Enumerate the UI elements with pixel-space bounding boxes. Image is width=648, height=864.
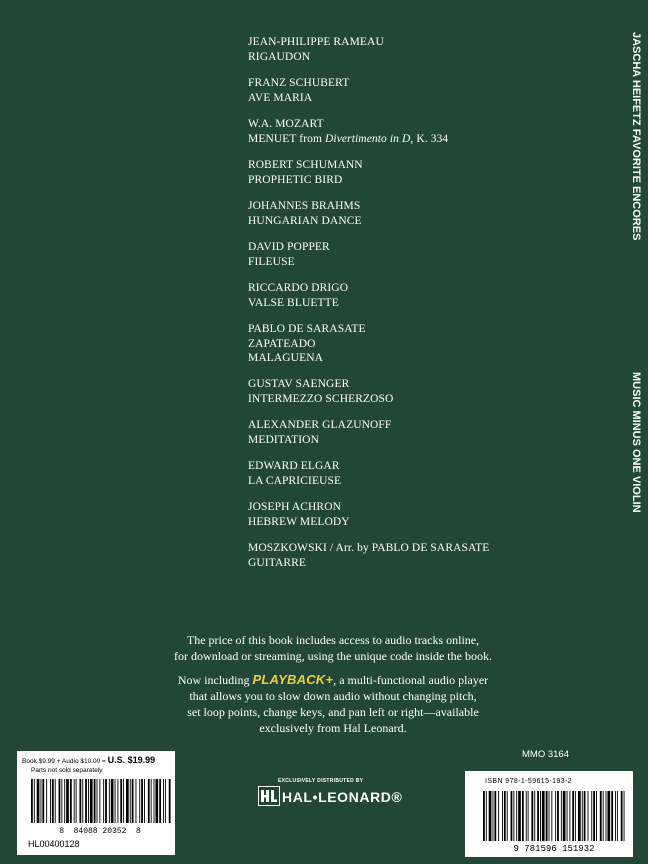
barcode-bar	[584, 791, 586, 841]
blurb-line: exclusively from Hal Leonard.	[259, 721, 407, 735]
piece-title: MALAGUENA	[248, 352, 324, 364]
playback-logo: PLAYBACK+	[252, 672, 334, 687]
piece-title: VALSE BLUETTE	[248, 297, 339, 309]
piece-title: HEBREW MELODY	[248, 516, 350, 528]
audio-access-blurb	[158, 632, 508, 664]
barcode-bar	[557, 791, 559, 841]
blurb-line: set loop points, change keys, and pan left or right—available	[187, 705, 479, 719]
upc-barcode	[29, 779, 171, 835]
barcode-bar	[37, 779, 40, 823]
barcode-bar	[165, 779, 166, 823]
barcode-bar	[139, 779, 140, 823]
contents-entry	[248, 500, 578, 529]
barcode-bar	[596, 791, 597, 841]
contents-entry	[248, 418, 578, 447]
barcode-bar	[540, 791, 541, 841]
barcode-bar	[588, 791, 589, 841]
barcode-bar	[79, 779, 81, 823]
piece-title: GUITARRE	[248, 557, 307, 569]
contents-entry	[248, 117, 578, 146]
contents-entry	[248, 459, 578, 488]
blurb-line: Now including PLAYBACK+, a multi-functional audio player	[177, 672, 489, 687]
piece-title: MEDITATION	[248, 434, 319, 446]
barcode-bar	[617, 791, 618, 841]
barcode-bar	[111, 779, 114, 823]
barcode-bar	[34, 779, 35, 823]
barcode-bar	[148, 779, 150, 823]
composer-name: FRANZ SCHUBERT	[248, 77, 350, 89]
barcode-bar	[563, 791, 566, 841]
barcode-bar	[606, 791, 607, 841]
composer-name: DAVID POPPER	[248, 241, 330, 253]
barcode-bar	[518, 791, 521, 841]
barcode-bar	[591, 791, 592, 841]
composer-name: GUSTAV SAENGER	[248, 378, 350, 390]
barcode-bar	[575, 791, 576, 841]
playback-blurb	[158, 672, 508, 736]
barcode-bar	[66, 779, 69, 823]
barcode-bar	[159, 779, 161, 823]
barcode-bar	[105, 779, 107, 823]
contents-entry	[248, 35, 578, 64]
svg-text:9 781596 151932: 9 781596 151932	[513, 844, 595, 853]
distributed-by: EXCLUSIVELY DISTRIBUTED BY	[278, 778, 364, 784]
barcode-bar	[513, 791, 514, 841]
spine-title: JASCHA HEIFETZ FAVORITE ENCORES	[630, 32, 642, 241]
barcode-bar	[103, 779, 104, 823]
barcode-bar	[55, 779, 56, 823]
contents-entry	[248, 76, 578, 105]
blurb-line: for download or streaming, using the unique code inside the book.	[174, 649, 492, 663]
barcode-bar	[511, 791, 513, 841]
piece-title: FILEUSE	[248, 256, 295, 268]
barcode-bar	[141, 779, 143, 823]
barcode-bar	[97, 779, 98, 823]
piece-title: AVE MARIA	[248, 92, 313, 104]
barcode-bar	[507, 791, 508, 841]
isbn-text: ISBN 978-1-59615-193-2	[485, 778, 573, 785]
barcode-bar	[624, 791, 625, 841]
contents-entry	[248, 240, 578, 269]
barcode-bar	[76, 779, 77, 823]
barcode-bar	[136, 779, 137, 823]
barcode-bar	[569, 791, 570, 841]
composer-name: ALEXANDER GLAZUNOFF	[248, 419, 392, 431]
barcode-bar	[551, 791, 552, 841]
barcode-bar	[534, 791, 535, 841]
barcode-bar	[578, 791, 581, 841]
barcode-bar	[561, 791, 562, 841]
hal-leonard-logo-icon	[258, 786, 280, 806]
barcode-bar	[123, 779, 124, 823]
barcode-bar	[115, 779, 116, 823]
barcode-bar	[493, 791, 494, 841]
barcode-bar	[120, 779, 122, 823]
barcode-bar	[74, 779, 75, 823]
publisher-block	[258, 778, 424, 808]
barcode-bar	[31, 779, 33, 823]
barcode-bar	[163, 779, 164, 823]
barcode-bar	[88, 779, 89, 823]
barcode-bar	[130, 779, 131, 823]
composer-name: EDWARD ELGAR	[248, 460, 340, 472]
barcode-bar	[82, 779, 83, 823]
barcode-bar	[42, 779, 44, 823]
barcode-bar	[144, 779, 145, 823]
barcode-bar	[483, 791, 485, 841]
barcode-bar	[603, 791, 604, 841]
barcode-bar	[531, 791, 533, 841]
piece-title: LA CAPRICIEUSE	[248, 475, 342, 487]
barcode-bar	[132, 779, 134, 823]
contents-entry	[248, 377, 578, 406]
blurb-line: The price of this book includes access to audio tracks online,	[186, 633, 480, 647]
barcode-bar	[611, 791, 613, 841]
barcode-bar	[126, 779, 129, 823]
barcode-bar	[151, 779, 152, 823]
barcode-bar	[50, 779, 51, 823]
barcode-bar	[94, 779, 96, 823]
composer-name: PABLO DE SARASATE	[248, 323, 366, 335]
contents-entry	[248, 158, 578, 187]
barcode-bar	[555, 791, 556, 841]
blurb-line: that allows you to slow down audio without changing pitch,	[189, 689, 477, 703]
barcode-bar	[64, 779, 65, 823]
barcode-bar	[498, 791, 499, 841]
barcode-bar	[486, 791, 487, 841]
catalog-number: MMO 3164	[522, 749, 569, 760]
barcode-bar	[70, 779, 72, 823]
barcode-bar	[489, 791, 492, 841]
barcode-bar	[46, 779, 47, 823]
barcode-bar	[537, 791, 539, 841]
barcode-bar	[90, 779, 93, 823]
barcode-bar	[169, 779, 171, 823]
barcode-bar	[99, 779, 100, 823]
spine-series: MUSIC MINUS ONE VIOLIN	[630, 372, 642, 513]
price-box	[17, 751, 175, 855]
contents-entry	[248, 541, 578, 570]
composer-name: JOHANNES BRAHMS	[248, 200, 361, 212]
contents-list	[248, 35, 578, 582]
contents-entry	[248, 199, 578, 228]
hl-code: HL00400128	[28, 839, 80, 849]
composer-name: JEAN-PHILIPPE RAMEAU	[248, 36, 384, 48]
barcode-bar	[504, 791, 506, 841]
barcode-bar	[621, 791, 623, 841]
barcode-bar	[41, 779, 42, 823]
barcode-bar	[59, 779, 61, 823]
svg-text:8 84088 20352 8: 8 84088 20352 8	[59, 827, 141, 835]
composer-name: JOSEPH ACHRON	[248, 501, 342, 513]
isbn-barcode	[481, 791, 627, 853]
barcode-bar	[502, 791, 503, 841]
barcode-bar	[600, 791, 602, 841]
barcode-bar	[109, 779, 110, 823]
piece-title: RIGAUDON	[248, 51, 311, 63]
barcode-bar	[567, 791, 568, 841]
piece-title: PROPHETIC BIRD	[248, 174, 343, 186]
barcode-bar	[549, 791, 550, 841]
barcode-bar	[526, 791, 527, 841]
barcode-bar	[85, 779, 87, 823]
barcode-bar	[542, 791, 545, 841]
barcode-bar	[593, 791, 595, 841]
composer-name: ROBERT SCHUMANN	[248, 159, 363, 171]
barcode-bar	[582, 791, 583, 841]
barcode-bar	[516, 791, 517, 841]
piece-title: INTERMEZZO SCHERZOSO	[248, 393, 394, 405]
barcode-bar	[52, 779, 54, 823]
barcode-bar	[155, 779, 158, 823]
barcode-bar	[117, 779, 118, 823]
publisher-name: HAL•LEONARD®	[282, 789, 403, 805]
barcode-bar	[528, 791, 529, 841]
composer-name: W.A. MOZART	[248, 118, 324, 130]
barcode-bar	[607, 791, 610, 841]
contents-entry	[248, 281, 578, 310]
composer-name: MOSZKOWSKI / Arr. by PABLO DE SARASATE	[248, 542, 490, 554]
piece-title: MENUET from Divertimento in D, K. 334	[248, 133, 449, 145]
barcode-bar	[572, 791, 574, 841]
price-line: Book $9.99 + Audio $10.00 = U.S. $19.99	[22, 755, 156, 765]
composer-name: RICCARDO DRIGO	[248, 282, 349, 294]
isbn-box	[465, 771, 633, 857]
barcode-bar	[61, 779, 62, 823]
piece-title: HUNGARIAN DANCE	[248, 215, 362, 227]
barcode-bar	[494, 791, 496, 841]
barcode-bar	[615, 791, 616, 841]
barcode-bar	[522, 791, 524, 841]
contents-entry	[248, 322, 578, 365]
parts-note: Parts not sold separately	[31, 767, 103, 774]
barcode-bar	[154, 779, 155, 823]
barcode-bar	[546, 791, 548, 841]
piece-title: ZAPATEADO	[248, 338, 316, 350]
